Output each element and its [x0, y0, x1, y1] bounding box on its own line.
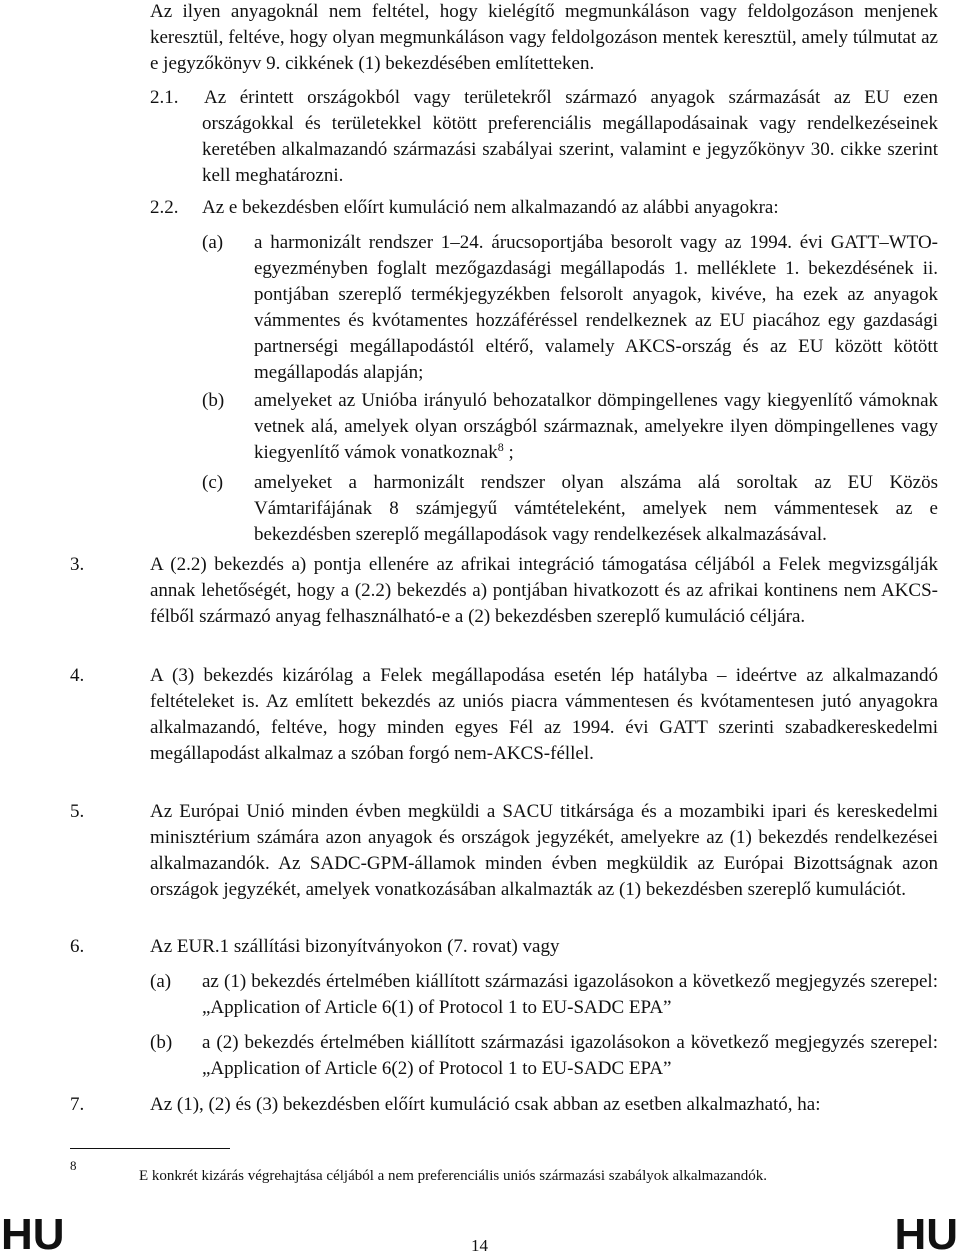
- section-4-text: A (3) bekezdés kizárólag a Felek megállapodása esetén lép hatályba – ideértve az alkalmazandó feltételeket is. Az említett bekezdés az uniós piacra vámmentesen és kvótamentesen jutó anyagokra alkalmazandó, feltéve, hogy minden egyes Fél az 1994. évi GATT szerinti szabadkereskedelmi megállapodást alkalmaz a szóban forgó nem-AKCS-féllel.: [150, 665, 938, 764]
- item-label: (b): [150, 1032, 173, 1053]
- page-number: 14: [471, 1236, 488, 1255]
- section-number: 2.1.: [150, 87, 179, 108]
- section-6-text: Az EUR.1 szállítási bizonyítványokon (7. rovat) vagy: [150, 936, 560, 957]
- item-label: (b): [202, 390, 225, 411]
- item-label: (c): [202, 472, 224, 493]
- footnote-number: 8: [70, 1158, 77, 1173]
- section-7-text: Az (1), (2) és (3) bekezdésben előírt kumuláció csak abban az esetben alkalmazható, ha:: [150, 1094, 821, 1115]
- item-b-tail: ;: [508, 442, 514, 463]
- section-number: 2.2.: [150, 197, 179, 218]
- section-2-2-text: Az e bekezdésben előírt kumuláció nem alkalmazandó az alábbi anyagokra:: [202, 197, 779, 218]
- section-number: 4.: [70, 665, 85, 686]
- footnote-ref: 8: [497, 440, 504, 454]
- item-b-body: amelyeket az Unióba irányuló behozatalkor dömpingellenes vagy kiegyenlítő vámoknak vetnek alá, amelyek olyan országból származnak, amelyekre ilyen dömpingellenes vagy kiegyenlítő vámok vonatkoznak: [254, 390, 938, 463]
- section-2-1-text: Az érintett országokból vagy területekről származó anyagok származását az EU ezen országokkal és területekkel kötött preferenciális megállapodásainak vagy rendelkezéseinek keretében alkalmazandó származási szabályai szerint, valamint e jegyzőkönyv 30. cikke szerint kell meghatározni.: [202, 87, 938, 186]
- footnote-divider: [70, 1148, 230, 1149]
- item-label: (a): [202, 232, 224, 253]
- section-number: 6.: [70, 936, 85, 957]
- section-5-text: Az Európai Unió minden évben megküldi a SACU titkársága és a mozambiki ipari és kereskedelmi minisztérium számára azon anyagok és országok jegyzékét, amelyekre az (1) bekezdés rendelkezései alkalmazandók. Az SADC-GPM-államok minden évben megküldik az Európai Bizottságnak azon országok jegyzékét, amelyek vonatkozásában alkalmazták az (1) bekezdésben szereplő kumulációt.: [150, 801, 938, 900]
- item-label: (a): [150, 971, 172, 992]
- item-c-text: amelyeket a harmonizált rendszer olyan alszáma alá soroltak az EU Közös Vámtarifájának 8 számjegyű vámtételeként, amelyek nem vámmentesek az e bekezdésben szereplő megállapodások vagy rendelkezések alkalmazásával.: [254, 472, 938, 545]
- item-a-text: a harmonizált rendszer 1–24. árucsoportjába besorolt vagy az 1994. évi GATT–WTO-egyezményben foglalt mezőgazdasági megállapodás 1. melléklete 1. bekezdésének ii. pontjában szereplő termékjegyzékben felsorolt anyagok, kivéve, ha ezek az anyagok vámmentes és kvótamentes hozzáféréssel rendelkeznek az EU piacához egy gazdasági partnerségi megállapodástól eltérő, valamely AKCS-ország és az EU között kötött megállapodás alapján;: [254, 232, 938, 383]
- intro-paragraph: Az ilyen anyagoknál nem feltétel, hogy kielégítő megmunkáláson vagy feldolgozáson menjenek keresztül, feltéve, hogy olyan megmunkáláson vagy feldolgozáson mentek keresztül, amely túlmutat az e jegyzőkönyv 9. cikkének (1) bekezdésében említetteken.: [150, 1, 938, 74]
- language-code-right: HU: [894, 1210, 958, 1259]
- section-3-text: A (2.2) bekezdés a) pontja ellenére az afrikai integráció támogatása céljából a Felek megvizsgálják annak lehetőségét, hogy a (2.2) bekezdés a) pontjában hivatkozott és az afrikai kontinens nem AKCS-félből származó anyag felhasználható-e a (2) bekezdésben szereplő kumuláció céljára.: [150, 554, 938, 627]
- section-number: 3.: [70, 554, 85, 575]
- language-code-left: HU: [1, 1210, 65, 1259]
- item-6b-text: a (2) bekezdés értelmében kiállított származási igazolásokon a következő megjegyzés szerepel: „Application of Article 6(2) of Protocol 1 to EU-SADC EPA”: [202, 1032, 938, 1079]
- section-number: 7.: [70, 1094, 85, 1115]
- section-number: 5.: [70, 801, 85, 822]
- footnote-text: E konkrét kizárás végrehajtása céljából a nem preferenciális uniós származási szabályok alkalmazandók.: [139, 1168, 768, 1184]
- item-6a-text: az (1) bekezdés értelmében kiállított származási igazolásokon a következő megjegyzés szerepel: „Application of Article 6(1) of Protocol 1 to EU-SADC EPA”: [202, 971, 938, 1018]
- item-b-text: [254, 388, 938, 466]
